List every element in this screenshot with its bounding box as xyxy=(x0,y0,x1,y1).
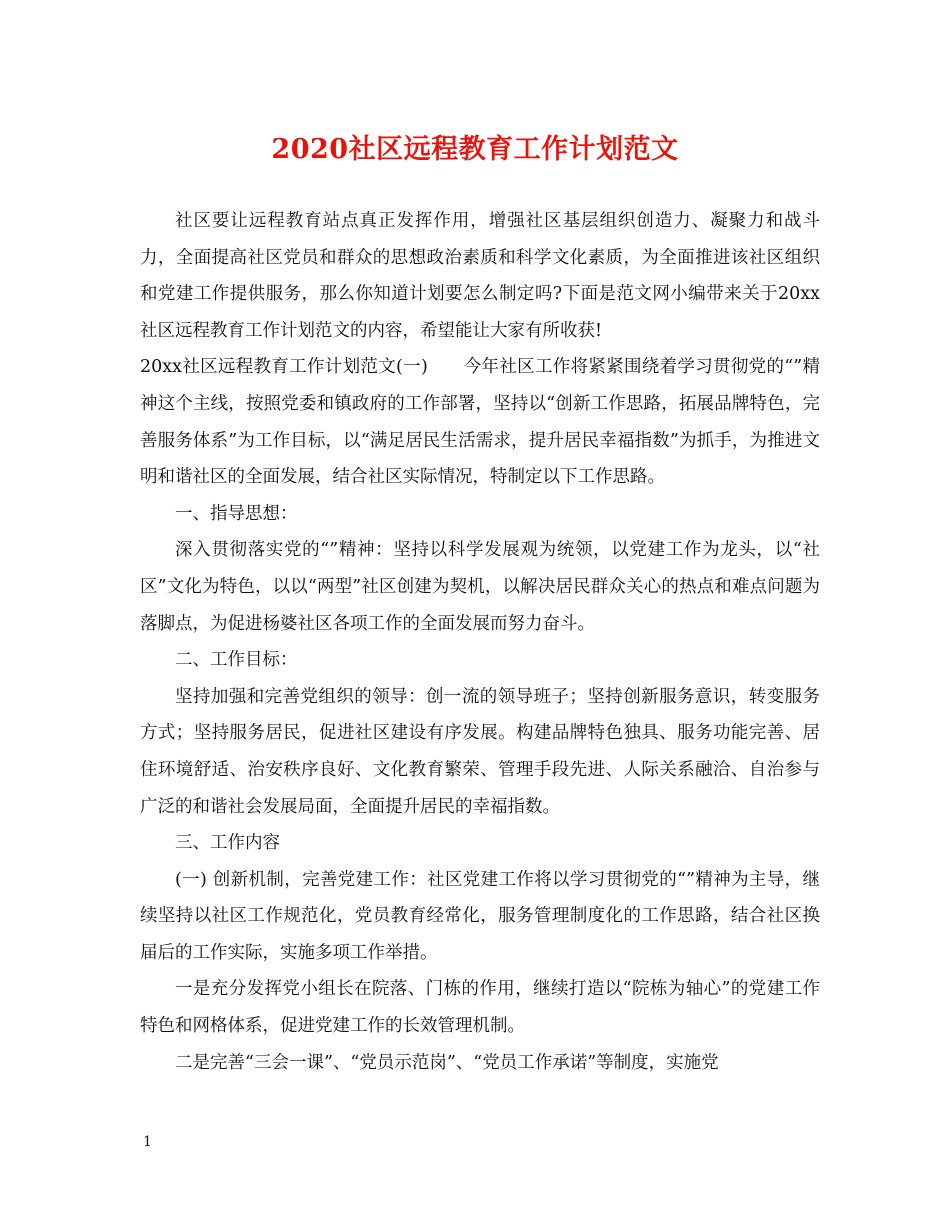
page-number: 1 xyxy=(143,1134,152,1150)
section-heading-goals: 二、工作目标： xyxy=(175,650,298,671)
paragraph-goals: 坚持加强和完善党组织的领导：创一流的领导班子；坚持创新服务意识，转变服务方式；坚持服务居民，促进社区建设有序发展。构建品牌特色独具、服务功能完善、居住环境舒适、治安秩序良好、文化教育繁荣、管理手段先进、人际关系融洽、自治参与广泛的和谐社会发展局面，全面提升居民的幸福指数。 xyxy=(140,686,820,817)
section-heading-guiding: 一、指导思想： xyxy=(175,503,298,524)
paragraph-intro: 社区要让远程教育站点真正发挥作用，增强社区基层组织创造力、凝聚力和战斗力，全面提高社区党员和群众的思想政治素质和科学文化素质，为全面推进该社区组织和党建工作提供服务，那么你知道计划要怎么制定吗?下面是范文网小编带来关于20xx社区远程教育工作计划范文的内容，希望能让大家有所收获! xyxy=(140,211,820,341)
paragraph-content-3: 二是完善“三会一课”、“党员示范岗”、“党员工作承诺”等制度，实施党 xyxy=(175,1052,719,1073)
paragraph-content-1: (一) 创新机制，完善党建工作：社区党建工作将以学习贯彻党的“”精神为主导，继续坚持以社区工作规范化，党员教育经常化，服务管理制度化的工作思路，结合社区换届后的工作实际，实施多项工作举措。 xyxy=(140,869,820,963)
document-title: 2020社区远程教育工作计划范文 xyxy=(271,134,679,165)
paragraph-guiding: 深入贯彻落实党的“”精神：坚持以科学发展观为统领，以党建工作为龙头，以“社区”文化为特色，以以“两型”社区创建为契机，以解决居民群众关心的热点和难点问题为落脚点，为促进杨婆社区各项工作的全面发展而努力奋斗。 xyxy=(140,540,820,634)
paragraph-sample-1: 20xx社区远程教育工作计划范文(一) 今年社区工作将紧紧围绕着学习贯彻党的“”精神这个主线，按照党委和镇政府的工作部署，坚持以“创新工作思路，拓展品牌特色，完善服务体系”为工作目标，以“满足居民生活需求，提升居民幸福指数”为抓手，为推进文明和谐社区的全面发展，结合社区实际情况，特制定以下工作思路。 xyxy=(140,357,820,488)
section-heading-content: 三、工作内容 xyxy=(175,833,280,854)
document-body xyxy=(140,203,820,1081)
paragraph-content-2: 一是充分发挥党小组长在院落、门栋的作用，继续打造以“院栋为轴心”的党建工作特色和网格体系，促进党建工作的长效管理机制。 xyxy=(140,979,820,1037)
